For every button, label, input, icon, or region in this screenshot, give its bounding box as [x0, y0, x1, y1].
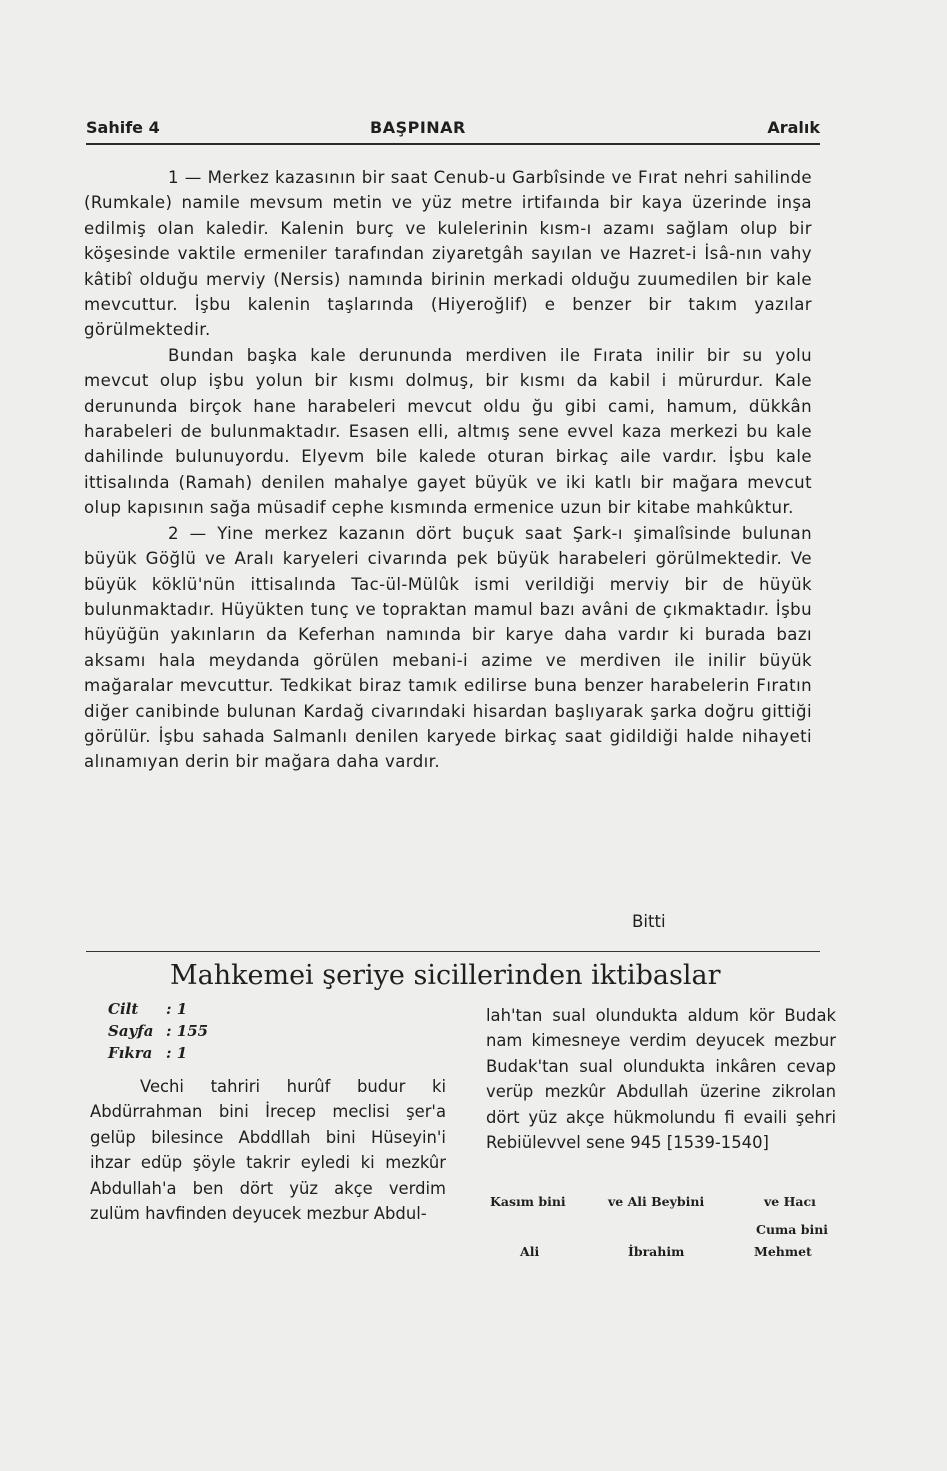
record-column-right	[486, 1003, 836, 1155]
meta-row	[108, 1020, 208, 1042]
page-number: Sahife 4	[86, 118, 160, 137]
witness-name: Ali	[520, 1244, 540, 1259]
page-header	[86, 116, 820, 144]
record-text-right: lah'tan sual olundukta aldum kör Budak nam kimesneye verdim deyucek mezbur Budak'tan sual olundukta inkâren cevap verüp mezkûr Abdullah üzerine zikrolan dört yüz akçe hükmolundu fi evaili şehri Rebiülevvel sene 945 [1539-1540]	[486, 1006, 836, 1153]
witness-name: Cuma bini	[756, 1222, 829, 1237]
issue-month: Aralık	[767, 118, 820, 137]
meta-row	[108, 998, 208, 1020]
section-title: Mahkemei şeriye sicillerinden iktibaslar	[170, 960, 721, 991]
witness-name: ve Ali Beybini	[608, 1194, 705, 1209]
meta-value: : 155	[166, 1022, 209, 1040]
record-column-left	[90, 1074, 446, 1226]
meta-key: Cilt	[108, 1000, 139, 1018]
record-meta	[108, 998, 208, 1064]
paragraph-1: 1 — Merkez kazasının bir saat Cenub-u Garbîsinde ve Fırat nehri sahilinde (Rumkale) namile mevsum metin ve yüz metre irtifaında bir kaya üzerinde inşa edilmiş olan kaledir. Kalenin burç ve kulelerinin kısm-ı azamı sağlam olup bir köşesinde vaktile ermeniler tarafından ziyaretgâh sayılan ve Hazret-i İsâ-nın vahy kâtibî olduğu merviy (Nersis) namında birinin merkadi olduğu zuumedilen bir kale mevcuttur. İşbu kalenin taşlarında (Hiyeroğlif) e benzer bir takım yazılar görülmektedir.	[84, 168, 812, 340]
meta-row	[108, 1042, 208, 1064]
header-rule	[86, 143, 820, 145]
section-rule	[86, 951, 820, 952]
meta-value: : 1	[166, 1000, 188, 1018]
meta-value: : 1	[166, 1044, 188, 1062]
end-mark: Bitti	[632, 912, 666, 931]
article-body	[84, 165, 812, 775]
witness-name: ve Hacı	[764, 1194, 816, 1209]
witness-name: Kasım bini	[490, 1194, 566, 1209]
witness-name: Mehmet	[754, 1244, 812, 1259]
paragraph-2: Bundan başka kale derununda merdiven ile Fırata inilir bir su yolu mevcut olup işbu yolun bir kısmı dolmuş, bir kısmı da kabil i mürurdur. Kale derununda birçok hane harabeleri mevcut oldu ğu gibi cami, hamum, dükkân harabeleri de bulunmaktadır. Esasen elli, altmış sene evvel kaza merkezi bu kale dahilinde bulunuyordu. Elyevm bile kalede oturan birkaç aile vardır. İşbu kale ittisalında (Ramah) denilen mahalye gayet büyük ve iki katlı bir mağara mevcut olup kapısının sağa müsadif cephe kısmında ermenice uzun bir kitabe mahkûktur.	[84, 345, 812, 518]
paragraph-3: 2 — Yine merkez kazanın dört buçuk saat Şark-ı şimalîsinde bulunan büyük Göğlü ve Aralı karyeleri civarında pek büyük harabeleri görülmektedir. Ve büyük köklü'nün ittisalında Tac-ül-Mülûk ismi verildiği merviy bir de hüyük bulunmaktadır. Hüyükten tunç ve topraktan mamul bazı avâni de çıkmaktadır. İşbu hüyüğün yakınların da Keferhan namında bir karye daha vardır ki burada bazı aksamı hala meydanda görülen mebani-i azime ve merdiven ile inilir büyük mağaralar mevcuttur. Tedkikat biraz tamık edilirse buna benzer harabelerin Fıratın diğer canibinde bulunan Kardağ civarındaki hisardan başlıyarak şarka doğru gittiği görülür. İşbu sahada Salmanlı denilen karyede birkaç saat gidildiği halde nihayeti alınamıyan derin bir mağara daha vardır.	[84, 523, 812, 772]
meta-key: Sayfa	[108, 1022, 154, 1040]
witness-name: İbrahim	[628, 1244, 685, 1259]
record-text-left: Vechi tahriri hurûf budur ki Abdürrahman bini İrecep meclisi şer'a gelüp bilesince Abddllah bini Hüseyin'i ihzar edüp şöyle takrir eyledi ki mezkûr Abdullah'a ben dört yüz akçe verdim zulüm havfinden deyucek mezbur Abdul-	[90, 1077, 446, 1224]
meta-key: Fıkra	[108, 1044, 153, 1062]
newspaper-title: BAŞPINAR	[370, 118, 466, 137]
